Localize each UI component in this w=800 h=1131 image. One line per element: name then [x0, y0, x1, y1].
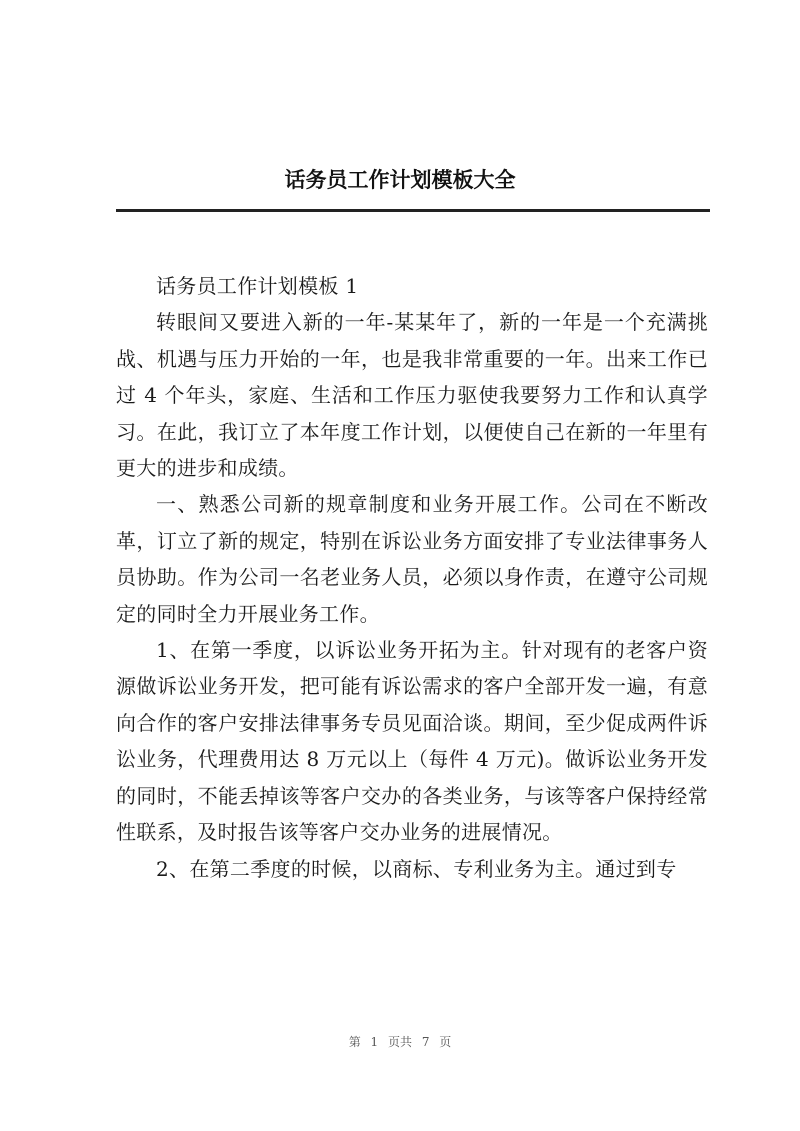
document-title: 话务员工作计划模板大全 [284, 168, 516, 192]
second-quarter-paragraph: 2、在第二季度的时候，以商标、专利业务为主。通过到专 [156, 856, 677, 881]
intro-paragraph: 转眼间又要进入新的一年-某某年了，新的一年是一个充满挑战、机遇与压力开始的一年，也是我非常重要的一年。出来工作已过 4 个年头，家庭、生活和工作压力驱使我要努力工作和认真学习。在此，我订立了本年度工作计划，以便使自己在新的一年里有更大的进步和成绩。 [116, 310, 708, 481]
page-number-footer: 第 1 页共 7 页 [348, 1035, 452, 1049]
section-heading: 话务员工作计划模板 1 [156, 274, 359, 298]
title-underline [116, 209, 710, 212]
document-body [116, 268, 708, 887]
first-quarter-paragraph: 1、在第一季度，以诉讼业务开拓为主。针对现有的老客户资源做诉讼业务开发，把可能有诉讼需求的客户全部开发一遍，有意向合作的客户安排法律事务专员见面洽谈。期间，至少促成两件诉讼业务，代理费用达 8 万元以上（每件 4 万元)。做诉讼业务开发的同时，不能丢掉该等客户交办的各类业务，与该等客户保持经常性联系，及时报告该等客户交办业务的进展情况。 [116, 638, 708, 845]
plan-point-one: 一、熟悉公司新的规章制度和业务开展工作。公司在不断改革，订立了新的规定，特别在诉讼业务方面安排了专业法律事务人员协助。作为公司一名老业务人员，必须以身作责，在遵守公司规定的同时全力开展业务工作。 [116, 492, 708, 626]
